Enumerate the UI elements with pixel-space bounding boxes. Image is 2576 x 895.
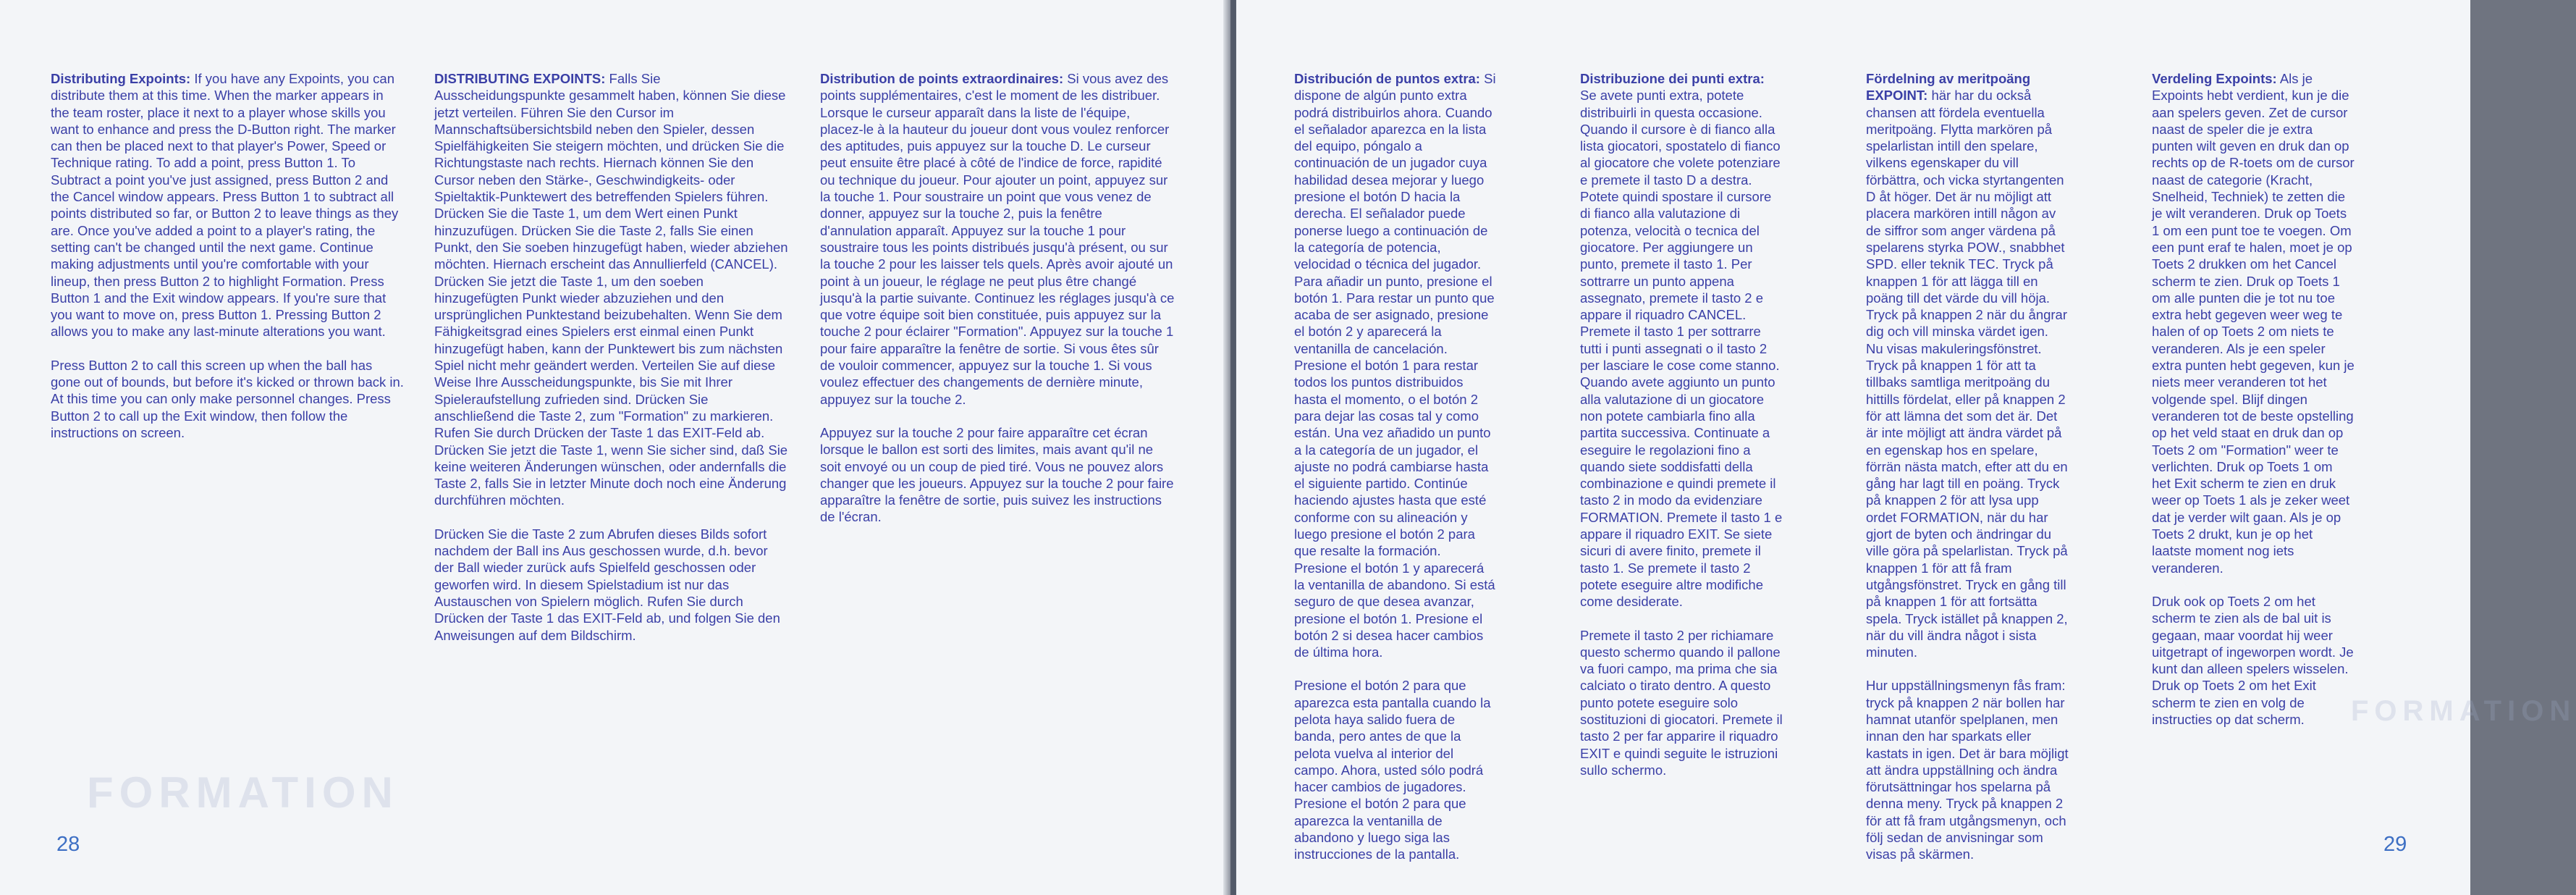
section-heading: Verdeling Expoints: xyxy=(2152,71,2277,86)
section-heading: Distribution de points extraordinaires: xyxy=(820,71,1064,86)
page-right xyxy=(1236,0,2576,895)
column-swedish xyxy=(1866,70,2069,880)
column-dutch xyxy=(2152,70,2355,744)
show-through-text: FORMATION xyxy=(2351,695,2576,727)
paragraph: Fördelning av meritpoäng EXPOINT: här har du också chansen att fördela eventuella meritpoäng. Flytta markören på spelarlistan intill den spelare, vilkens egenskaper du vill förbättra, och vicka styrtangenten D åt höger. Det är nu möjligt att placera markören intill någon av de siffror som anger värdena på spelarens styrka POW., snabbhet SPD. eller teknik TEC. Tryck på knappen 1 för att lägga till en poäng till det värde du vill höja. Tryck på knappen 2 när du ångrar dig och vill minska värdet igen. Nu visas makuleringsfönstret. Tryck på knappen 1 för att ta tillbaks samtliga meritpoäng du hittills fördelat, eller på knappen 2 för att lämna det som det är. Det är inte möjligt att ändra värdet på en egenskap hos en spelare, förrän nästa match, efter att du en gång har lagt till en poäng. Tryck på knappen 2 för att lysa upp ordet FORMATION, när du har gjort de byten och ändringar du ville göra på spelarlistan. Tryck på knappen 1 för att få fram utgångsfönstret. Tryck en gång till på knappen 1 för att fortsätta spela. Tryck istället på knappen 2, när du vill ändra något i sista minuten. xyxy=(1866,71,2068,660)
show-through-text: FORMATION xyxy=(87,768,399,817)
paragraph: Presione el botón 2 para que aparezca esta pantalla cuando la pelota haya salido fuera de banda, pero antes de que la pelota vuelva al interior del campo. Ahora, usted sólo podrá hacer cambios de jugadores. Presione el botón 2 para que aparezca la ventanilla de abandono y luego siga las instrucciones de la pantalla. xyxy=(1294,678,1491,862)
section-heading: Fördelning av meritpoäng EXPOINT: xyxy=(1866,71,2031,104)
page-number: 28 xyxy=(56,833,80,856)
paragraph: Distribution de points extraordinaires: Si vous avez des points supplémentaires, c'est le moment de les distribuer. Lorsque le curseur apparaît dans la liste de l'équipe, placez-le à la hauteur du joueur dont vous voulez renforcer des aptitudes, puis appuyez sur la touche D. Le curseur peut ensuite être placé à côté de l'indice de force, rapidité ou technique du joueur. Pour ajouter un point, appuyez sur la touche 1. Pour soustraire un point que vous venez de donner, appuyez sur la touche 2, puis la fenêtre d'annulation apparaît. Appuyez sur la touche 1 pour soustraire tous les points distribués jusqu'à présent, ou sur la touche 2 pour les laisser tels quels. Après avoir ajouté un point à un joueur, le réglage ne peut plus être changé jusqu'à la partie suivante. Continuez les réglages jusqu'à ce que votre équipe soit bien constituée, puis appuyez sur la touche 2 pour éclairer "Formation". Appuyez sur la touche 1 pour faire apparaître la fenêtre de sortie. Si vous êtes sûr de vouloir commencer, appuyez sur la touche 1. Si vous voulez effectuer des changements de dernière minute, appuyez sur la touche 2. xyxy=(820,71,1175,407)
section-heading: Distributing Expoints: xyxy=(51,71,191,86)
paragraph: Premete il tasto 2 per richiamare questo schermo quando il pallone va fuori campo, ma prima che sia calciato o tirato dentro. A questo punto potete eseguire solo sostituzioni di giocatori. Premete il tasto 2 per far apparire il riquadro EXIT e quindi seguite le istruzioni sullo schermo. xyxy=(1580,627,1783,778)
paragraph: Verdeling Expoints: Als je Expoints hebt verdient, kun je die aan spelers geven. Zet de cursor naast de speler die je extra punten wilt geven en druk dan op rechts op de R-toets om de cursor naast de categorie (Kracht, Snelheid, Techniek) te zetten die je wilt veranderen. Druk op Toets 1 om een punt toe te voegen. Om een punt eraf te halen, moet je op Toets 2 drukken om het Cancel scherm te zien. Druk op Toets 1 om alle punten die je tot nu toe extra hebt gegeven weer weg te halen of op Toets 2 om niets te veranderen. Als je een speler extra punten hebt gegeven, kun je niets meer veranderen tot het volgende spel. Blijf dingen veranderen tot de beste opstelling op het veld staat en druk dan op Toets 2 om "Formation" weer te verlichten. Druk op Toets 1 om het Exit scherm te zien en druk weer op Toets 1 als je zeker weet dat je verder wilt gaan. Als je op Toets 2 drukt, kun je op het laatste moment nog iets veranderen. xyxy=(2152,71,2355,576)
section-heading: Distribución de puntos extra: xyxy=(1294,71,1480,86)
column-german xyxy=(434,70,789,660)
page-number: 29 xyxy=(2383,833,2407,856)
paragraph: Distribuzione dei punti extra: Se avete punti extra, potete distribuirli in questa occasione. Quando il cursore è di fianco alla lista giocatori, spostatelo di fianco al giocatore che volete potenziare e premete il tasto D a destra. Potete quindi spostare il cursore di fianco alla valutazione di potenza, velocità o tecnica del giocatore. Per aggiungere un punto, premete il tasto 1. Per sottrarre un punto appena assegnato, premete il tasto 2 e appare il riquadro CANCEL. Premete il tasto 1 per sottrarre tutti i punti assegnati o il tasto 2 per lasciare le cose come stanno. Quando avete aggiunto un punto alla valutazione di un giocatore non potete cambiarla fino alla partita successiva. Continuate a eseguire le regolazioni fino a quando siete soddisfatti della combinazione e quindi premete il tasto 2 in modo da evidenziare FORMATION. Premete il tasto 1 e appare il riquadro EXIT. Se siete sicuri di avere finito, premete il tasto 1. Se premete il tasto 2 potete eseguire altre modifiche come desiderate. xyxy=(1580,71,1783,610)
section-heading: DISTRIBUTING EXPOINTS: xyxy=(434,71,606,86)
paragraph: DISTRIBUTING EXPOINTS: Falls Sie Ausscheidungspunkte gesammelt haben, können Sie diese jetzt verteilen. Führen Sie den Cursor im Mannschaftsübersichtsbild neben den Spieler, dessen Spielfähigkeiten Sie steigern möchten, und drücken Sie die Richtungstaste nach rechts. Hiernach können Sie den Cursor neben den Stärke-, Geschwindigkeits- oder Spieltaktik-Punktewert des betreffenden Spielers führen. Drücken Sie die Taste 1, um dem Wert einen Punkt hinzuzufügen. Drücken Sie die Taste 2, falls Sie einen Punkt, den Sie soeben hinzugefügt haben, wieder abziehen möchten. Hiernach erscheint das Annullierfeld (CANCEL). Drücken Sie jetzt die Taste 1, um den soeben hinzugefügten Punkt wieder abzuziehen und den ursprünglichen Punktestand beizubehalten. Wenn Sie dem Fähigkeitsgrad eines Spielers erst einmal einen Punkt hinzugefügt haben, kann der Punktewert bis zum nächsten Spiel nicht mehr geändert werden. Verteilen Sie auf diese Weise Ihre Ausscheidungspunkte, bis Sie mit Ihrer Spieleraufstellung zufrieden sind. Drücken Sie anschließend die Taste 2, zum "Formation" zu markieren. Rufen Sie durch Drücken der Taste 1 das EXIT-Feld ab. Drücken Sie jetzt die Taste 1, wenn Sie sicher sind, daß Sie keine weiteren Änderungen wünschen, oder andernfalls die Taste 2, falls Sie in letzter Minute doch noch eine Änderung durchführen möchten. xyxy=(434,71,788,508)
paragraph: Appuyez sur la touche 2 pour faire apparaître cet écran lorsque le ballon est sorti des limites, mais avant qu'il ne soit envoyé ou un coup de pied tiré. Vous ne pouvez alors changer que les joueurs. Appuyez sur la touche 2 pour faire apparaître la fenêtre de sortie, puis suivez les instructions de l'écran. xyxy=(820,424,1174,525)
paragraph: Distributing Expoints: If you have any Expoints, you can distribute them at this time. When the marker appears in the team roster, place it next to a player whose skills you want to enhance and press the D-Button right. The marker can then be placed next to that player's Power, Speed or Technique rating. To add a point, press Button 1. To Subtract a point you've just assigned, press Button 2 and the Cancel window appears. Press Button 1 to subtract all points distributed so far, or Button 2 to leave things as they are. Once you've added a point to a player's rating, the setting can't be changed until the next game. Continue making adjustments until you're comfortable with your lineup, then press Button 2 to highlight Formation. Press Button 1 and the Exit window appears. If you're sure that you want to move on, press Button 1. Pressing Button 2 allows you to make any last-minute alterations you want. xyxy=(51,71,399,340)
column-italian xyxy=(1580,70,1783,795)
page-left xyxy=(0,0,1230,895)
column-spanish xyxy=(1294,70,1497,880)
paragraph: Distribución de puntos extra: Si dispone de algún punto extra podrá distribuirlos ahora. Cuando el señalador aparezca en la lista del equipo, póngalo a continuación de un jugador cuya habilidad desea mejorar y luego presione el botón D hacia la derecha. El señalador puede ponerse luego a continuación de la categoría de potencia, velocidad o técnica del jugador. Para añadir un punto, presione el botón 1. Para restar un punto que acaba de ser asignado, presione el botón 2 y aparecerá la ventanilla de cancelación. Presione el botón 1 para restar todos los puntos distribuidos hasta el momento, o el botón 2 para dejar las cosas tal y como están. Una vez añadido un punto a la categoría de un jugador, el ajuste no podrá cambiarse hasta el siguiente partido. Continúe haciendo ajustes hasta que esté conforme con su alineación y luego presione el botón 2 para que resalte la formación. Presione el botón 1 y aparecerá la ventanilla de abandono. Si está seguro de que desea avanzar, presione el botón 1. Presione el botón 2 si desea hacer cambios de última hora. xyxy=(1294,71,1496,660)
section-heading: Distribuzione dei punti extra: xyxy=(1580,71,1765,86)
paragraph: Drücken Sie die Taste 2 zum Abrufen dieses Bilds sofort nachdem der Ball ins Aus geschossen wurde, d.h. bevor der Ball wieder zurück aufs Spielfeld geschossen oder geworfen wird. In diesem Spielstadium ist nur das Austauschen von Spielern möglich. Rufen Sie durch Drücken der Taste 1 das EXIT-Feld ab, und folgen Sie den Anweisungen auf dem Bildschirm. xyxy=(434,526,780,643)
paragraph: Druk ook op Toets 2 om het scherm te zien als de bal uit is gegaan, maar voordat hij weer uitgetrapt of ingeworpen wordt. Je kunt dan alleen spelers wisselen. Druk op Toets 2 om het Exit scherm te zien en volg de instructies op dat scherm. xyxy=(2152,593,2354,727)
paragraph: Hur uppställningsmenyn fås fram: tryck på knappen 2 när bollen har hamnat utanför spelplanen, men innan den har sparkats eller kastats in igen. Det är bara möjligt att ändra uppställning och ändra förutsättningar hos spelarna på denna meny. Tryck på knappen 2 för att få fram utgångsmenyn, och följ sedan de anvisningar som visas på skärmen. xyxy=(1866,678,2069,862)
column-french xyxy=(820,70,1175,542)
paragraph: Press Button 2 to call this screen up when the ball has gone out of bounds, but before it's kicked or thrown back in. At this time you can only make personnel changes. Press Button 2 to call up the Exit window, then follow the instructions on screen. xyxy=(51,357,404,440)
column-english xyxy=(51,70,405,458)
